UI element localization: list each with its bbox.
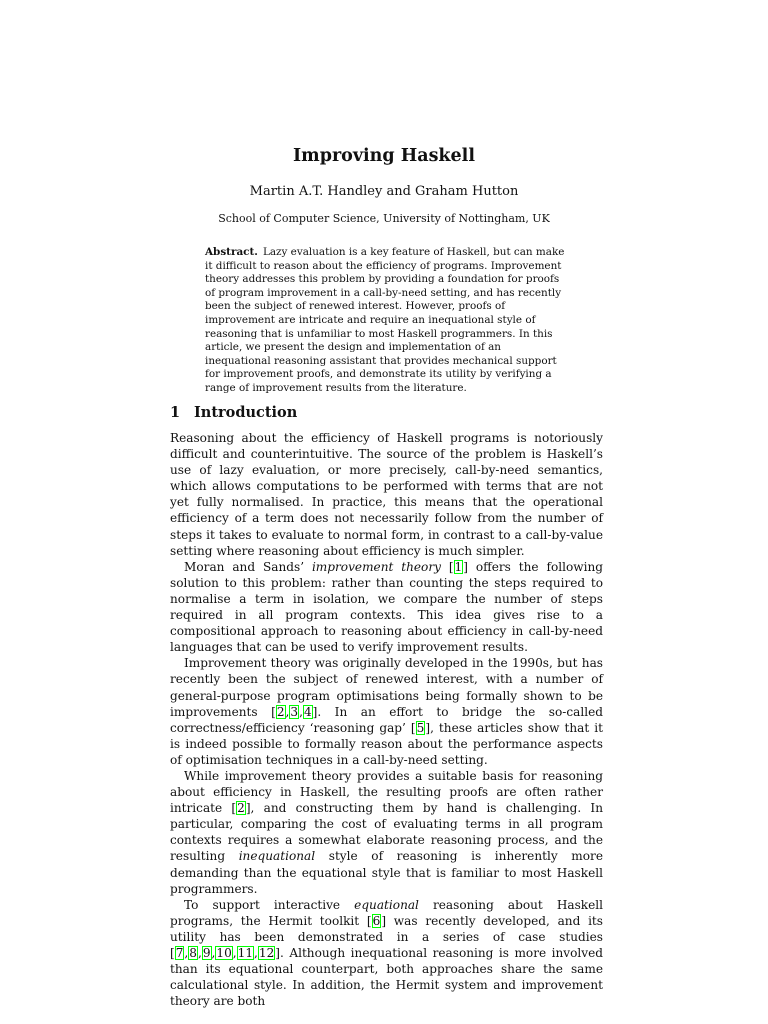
paragraph-4: While improvement theory provides a suitable basis for reasoning about efficiency in Haskell, the resulting proofs are often rather intricate [2], and constructing them by hand is challenging. In particular, comparing the cost of evaluating terms in all program contexts requires a somewhat elaborate reasoning process, and the resulting inequational style of reasoning is inherently more demanding than the equational style that is familiar to most Haskell programmers. bbox=[170, 768, 603, 896]
paragraph-text: . In an effort to bridge the so-called correctness/efficiency ‘reasoning gap’ bbox=[170, 704, 603, 735]
citation-link[interactable]: 10 bbox=[216, 946, 232, 960]
citation-link[interactable]: 9 bbox=[202, 946, 211, 960]
paragraph-text: To support interactive bbox=[184, 897, 355, 912]
citation-link[interactable]: 7 bbox=[175, 946, 184, 960]
paragraph-text: Improvement theory was originally developed in the 1990s, but has recently been the subject of renewed interest, with a number of general-purpose program optimisations being formally shown to be improvements bbox=[170, 656, 603, 719]
abstract-text: Lazy evaluation is a key feature of Haskell, but can make it difficult to reason about the efficiency of programs. Improvement theory addresses this problem by providing a foundation for proofs of program improvement in a call-by-need setting, and has recently been the subject of renewed interest. However, proofs of improvement are intricate and require an inequational style of reasoning that is unfamiliar to most Haskell programmers. In this article, we present the design and implementation of an inequational reasoning assistant that provides mechanical support for improvement proofs, and demonstrate its utility by verifying a range of improvement results from the literature. bbox=[205, 246, 565, 394]
paragraph-text: Reasoning about the efficiency of Haskell programs is notoriously difficult and counterintuitive. The source of the problem is Haskell’s use of lazy evaluation, or more precisely, call-by-need semantics, which allows computations to be performed with terms that are not yet fully normalised. In practice, this means that the operational efficiency of a term does not necessarily follow from the number of steps it takes to evaluate to normal form, in contrast to a call-by-value setting where reasoning about efficiency is much simpler. bbox=[170, 431, 603, 558]
section-number: 1 bbox=[170, 404, 181, 421]
citation-link[interactable]: 2 bbox=[237, 801, 245, 816]
section-title: Introduction bbox=[194, 404, 298, 421]
citation-link[interactable]: 1 bbox=[454, 559, 463, 574]
citation-link[interactable]: 6 bbox=[372, 913, 381, 928]
citation-link[interactable]: 5 bbox=[416, 720, 425, 735]
citation-link[interactable]: 3 bbox=[290, 704, 299, 719]
emphasis-term: improvement theory bbox=[311, 559, 441, 574]
abstract bbox=[205, 246, 569, 396]
paragraph-text: , these articles show that it is indeed possible to formally reason about the performance aspects of optimisation techniques in a call-by-need setting. bbox=[170, 720, 603, 767]
citation-link[interactable]: 8 bbox=[189, 946, 197, 960]
paper-authors: Martin A.T. Handley and Graham Hutton bbox=[249, 184, 519, 199]
paragraph-text: Moran and Sands’ bbox=[184, 559, 312, 574]
paper-affiliation: School of Computer Science, University of Nottingham, UK bbox=[218, 212, 550, 225]
paragraph-text: . Although inequational reasoning is more involved than its equational counterpart, both approaches share the same calculational style. In addition, the Hermit system and improvement theory are both bbox=[170, 946, 603, 1009]
paragraph-5: To support interactive equational reasoning about Haskell programs, the Hermit toolkit [6] was recently developed, and its utility has been demonstrated in a series of case studies [7,8,9,10,11,12]. Although inequational reasoning is more involved than its equational counterpart, both approaches share the same calculational style. In addition, the Hermit system and improvement theory are both bbox=[170, 897, 604, 1009]
paragraph-text: While improvement theory provides a suitable basis for reasoning about efficiency in Haskell, the resulting proofs are often rather intricate bbox=[170, 768, 603, 816]
citation-link[interactable]: 4 bbox=[303, 704, 312, 719]
paragraph-2: Moran and Sands’ improvement theory [1] offers the following solution to this problem: rather than counting the steps required to normalise a term in isolation, we compare the number of steps required in all program contexts. This idea gives rise to a compositional approach to reasoning about efficiency in call-by-need languages that can be used to verify improvement results. bbox=[170, 559, 603, 655]
paragraph-3: Improvement theory was originally developed in the 1990s, but has recently been the subject of renewed interest, with a number of general-purpose program optimisations being formally shown to be improvements [2,3,4]. In an effort to bridge the so-called correctness/efficiency ‘reasoning gap’ [5], these articles show that it is indeed possible to formally reason about the performance aspects of optimisation techniques in a call-by-need setting. bbox=[170, 656, 603, 767]
paragraph-1 bbox=[170, 430, 603, 559]
emphasis-term: inequational bbox=[238, 849, 316, 864]
citation-link[interactable]: 11 bbox=[237, 946, 254, 960]
section-heading bbox=[170, 404, 297, 421]
emphasis-term: equational bbox=[354, 897, 419, 912]
citation-link[interactable]: 12 bbox=[258, 946, 275, 960]
paragraph-text: offers the following solution to this problem: rather than counting the steps required to normalise a term in isolation, we compare the number of steps required in all program contexts. This idea gives rise to a compositional approach to reasoning about efficiency in call-by-need languages that can be used to verify improvement results. bbox=[170, 559, 603, 655]
paragraph-text: reasoning about Haskell programs, the Hermit toolkit bbox=[170, 897, 604, 928]
paragraph-text: , and constructing them by hand is challenging. In particular, comparing the cost of evaluating terms in all program contexts requires a somewhat elaborate reasoning process, and the resulting bbox=[170, 801, 603, 864]
section-body bbox=[170, 430, 603, 1009]
paragraph-text: was recently developed, and its utility has been demonstrated in a series of case studies bbox=[170, 913, 603, 944]
citation-link[interactable]: 2 bbox=[276, 704, 285, 719]
paragraph-text: style of reasoning is inherently more demanding than the equational style that is familiar to most Haskell programmers. bbox=[170, 849, 603, 896]
abstract-label: Abstract. bbox=[205, 246, 258, 258]
paper-title: Improving Haskell bbox=[293, 146, 475, 166]
